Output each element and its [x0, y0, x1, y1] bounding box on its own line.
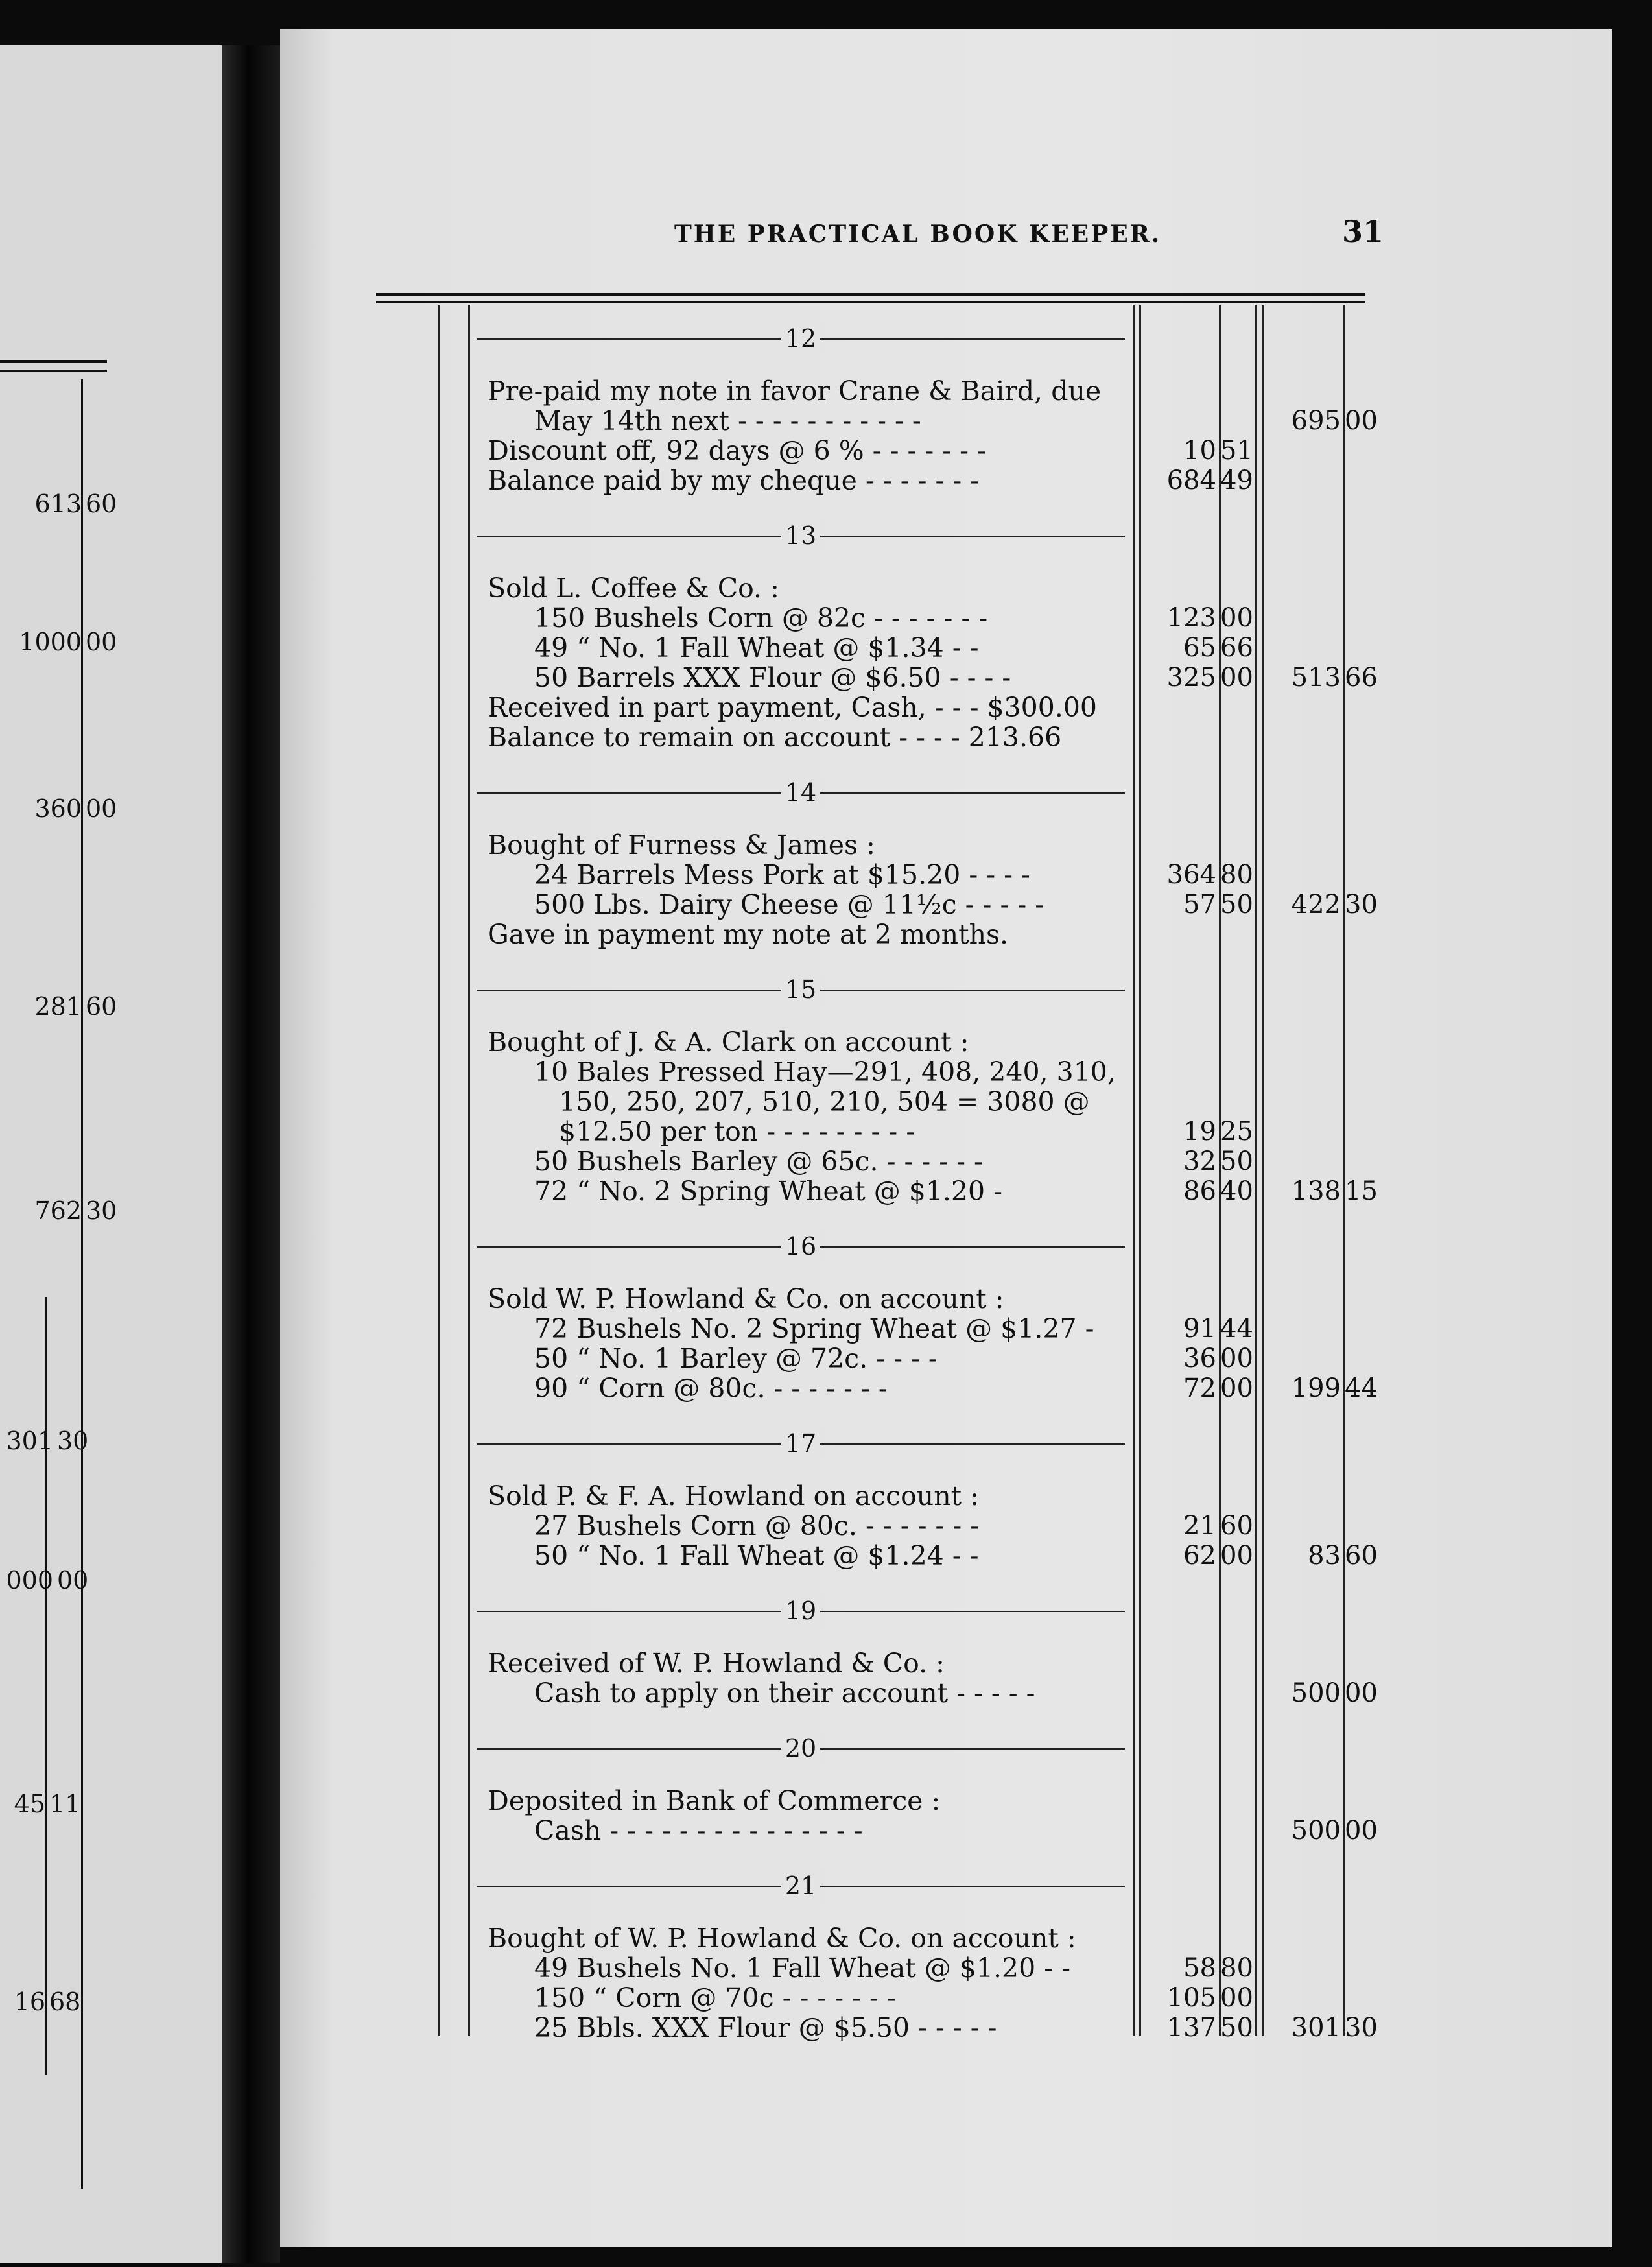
amount-dollars: 301: [6, 1427, 53, 1455]
amount-dollars: 281: [34, 992, 82, 1021]
entry-line: Cash to apply on their account - - - - -: [534, 1678, 1035, 1709]
date-separator: [477, 324, 1125, 353]
item-dollars: 65: [1183, 633, 1216, 663]
text-column-right-line: [1133, 305, 1135, 2036]
item-dollars: 364: [1166, 860, 1216, 890]
item-dollars: 72: [1183, 1373, 1216, 1403]
item-column-right-line: [1255, 305, 1257, 2036]
entry-line: 50 “ No. 1 Fall Wheat @ $1.24 - -: [534, 1540, 979, 1571]
total-dollars: 199: [1291, 1373, 1341, 1403]
amount-cents: 30: [57, 1427, 89, 1455]
item-column-right-line-double: [1262, 305, 1264, 2036]
previous-page-fragment: [0, 45, 222, 2263]
item-cents: 66: [1220, 633, 1253, 663]
left-page-top-rule: [0, 360, 107, 363]
entry-line: 10 Bales Pressed Hay—291, 408, 240, 310,: [534, 1056, 1116, 1087]
item-dollars: 21: [1183, 1511, 1216, 1541]
amount-dollars: 762: [34, 1196, 82, 1225]
entry-line: 500 Lbs. Dairy Cheese @ 11½c - - - - -: [534, 889, 1044, 920]
total-dollars: 500: [1291, 1678, 1341, 1708]
amount-cents: 68: [49, 1988, 81, 2016]
amount-dollars: 000: [6, 1566, 53, 1595]
amount-dollars: 16: [14, 1988, 45, 2016]
header-double-rule-top: [376, 293, 1365, 296]
total-cents: 44: [1345, 1373, 1378, 1403]
entry-line: Balance to remain on account - - - - 213.66: [488, 722, 1062, 753]
entry-line: 150, 250, 207, 510, 210, 504 = 3080 @: [559, 1086, 1090, 1117]
amount-dollars: 613: [34, 490, 82, 518]
total-cents: 00: [1345, 1678, 1378, 1708]
book-spine: [222, 45, 280, 2263]
entry-line: $12.50 per ton - - - - - - - - -: [559, 1116, 915, 1147]
entry-date: 13: [781, 521, 820, 550]
entry-line: 50 “ No. 1 Barley @ 72c. - - - -: [534, 1343, 938, 1374]
item-dollars: 36: [1183, 1344, 1216, 1373]
date-column-line: [468, 305, 470, 2036]
left-page-top-rule-thin: [0, 370, 107, 372]
total-dollars: 500: [1291, 1816, 1341, 1846]
date-separator: [477, 521, 1125, 550]
item-dollars: 58: [1183, 1953, 1216, 1983]
amount-cents: 60: [86, 490, 117, 518]
text-column-right-line-double: [1139, 305, 1141, 2036]
total-cents: 30: [1345, 890, 1378, 920]
total-cents: 00: [1345, 406, 1378, 436]
item-dollars: 10: [1183, 436, 1216, 466]
total-cents: 15: [1345, 1176, 1378, 1206]
item-cents: 50: [1220, 890, 1253, 920]
total-dollars: 695: [1291, 406, 1341, 436]
entry-date: 12: [781, 324, 820, 353]
entry-line: May 14th next - - - - - - - - - - -: [534, 405, 921, 436]
entry-line: 72 “ No. 2 Spring Wheat @ $1.20 -: [534, 1176, 1003, 1207]
item-cents: 50: [1220, 1146, 1253, 1176]
date-separator: [477, 1734, 1125, 1763]
entry-line: Pre-paid my note in favor Crane & Baird, due: [488, 375, 1102, 407]
entry-date: 15: [781, 975, 820, 1004]
entry-date: 16: [781, 1232, 820, 1261]
date-separator: [477, 1596, 1125, 1625]
item-cents: 00: [1220, 1373, 1253, 1403]
entry-date: 20: [781, 1734, 820, 1763]
total-dollars: 513: [1291, 663, 1341, 693]
entry-line: 24 Barrels Mess Pork at $15.20 - - - -: [534, 859, 1030, 890]
amount-cents: 00: [57, 1566, 89, 1595]
item-dollars: 32: [1183, 1146, 1216, 1176]
total-dollars: 83: [1308, 1541, 1341, 1571]
item-dollars: 91: [1183, 1314, 1216, 1344]
amount-dollars: 1000: [19, 628, 82, 656]
entry-line: 72 Bushels No. 2 Spring Wheat @ $1.27 -: [534, 1313, 1094, 1344]
item-dollars: 684: [1166, 466, 1216, 495]
entry-line: 49 Bushels No. 1 Fall Wheat @ $1.20 - -: [534, 1952, 1070, 1984]
item-dollars: 105: [1166, 1983, 1216, 2013]
ledger-page: [280, 29, 1612, 2247]
item-dollars: 62: [1183, 1541, 1216, 1571]
item-cents: 40: [1220, 1176, 1253, 1206]
entry-line: Bought of J. & A. Clark on account :: [488, 1027, 969, 1058]
total-cents: 60: [1345, 1541, 1378, 1571]
entry-line: 27 Bushels Corn @ 80c. - - - - - - -: [534, 1510, 980, 1541]
amount-dollars: 360: [34, 794, 82, 823]
entry-date: 21: [781, 1871, 820, 1900]
item-dollars: 325: [1166, 663, 1216, 693]
entry-line: Sold L. Coffee & Co. :: [488, 573, 779, 604]
amount-cents: 30: [86, 1196, 117, 1225]
running-title: THE PRACTICAL BOOK KEEPER.: [674, 220, 1162, 248]
amount-cents: 00: [86, 794, 117, 823]
total-dollars: 422: [1291, 890, 1341, 920]
entry-line: 90 “ Corn @ 80c. - - - - - - -: [534, 1373, 888, 1404]
item-cents: 25: [1220, 1117, 1253, 1146]
total-cents-line: [1343, 305, 1345, 2036]
margin-line: [438, 305, 440, 2036]
item-cents: 60: [1220, 1511, 1253, 1541]
entry-line: 25 Bbls. XXX Flour @ $5.50 - - - - -: [534, 2012, 997, 2043]
entry-line: Sold P. & F. A. Howland on account :: [488, 1480, 979, 1512]
total-dollars: 138: [1291, 1176, 1341, 1206]
item-cents: 00: [1220, 1541, 1253, 1571]
entry-line: Balance paid by my cheque - - - - - - -: [488, 465, 980, 496]
item-dollars: 19: [1183, 1117, 1216, 1146]
entry-line: Cash - - - - - - - - - - - - - - -: [534, 1815, 863, 1846]
entry-line: 49 “ No. 1 Fall Wheat @ $1.34 - -: [534, 632, 979, 663]
item-dollars: 123: [1166, 603, 1216, 633]
entry-line: Discount off, 92 days @ 6 % - - - - - - -: [488, 435, 986, 466]
item-dollars: 137: [1166, 2013, 1216, 2043]
entry-line: 50 Bushels Barley @ 65c. - - - - - -: [534, 1146, 983, 1177]
amount-dollars: 45: [14, 1790, 45, 1818]
item-cents: 00: [1220, 663, 1253, 693]
date-separator: [477, 778, 1125, 807]
item-cents: 50: [1220, 2013, 1253, 2043]
amount-cents: 11: [49, 1790, 81, 1818]
item-cents: 49: [1220, 466, 1253, 495]
entry-date: 19: [781, 1596, 820, 1625]
date-separator: [477, 1871, 1125, 1900]
amount-cents: 60: [86, 992, 117, 1021]
left-page-column-line-lower: [45, 1297, 47, 2075]
item-dollars: 86: [1183, 1176, 1216, 1206]
entry-line: Received of W. P. Howland & Co. :: [488, 1648, 945, 1679]
entry-line: Bought of W. P. Howland & Co. on account :: [488, 1923, 1076, 1954]
entry-line: 50 Barrels XXX Flour @ $6.50 - - - -: [534, 662, 1011, 693]
entry-line: Sold W. P. Howland & Co. on account :: [488, 1283, 1004, 1314]
entry-date: 14: [781, 778, 820, 807]
total-cents: 66: [1345, 663, 1378, 693]
entry-line: Bought of Furness & James :: [488, 829, 875, 861]
item-cents: 00: [1220, 603, 1253, 633]
total-cents: 00: [1345, 1816, 1378, 1846]
item-cents: 00: [1220, 1344, 1253, 1373]
item-cents: 00: [1220, 1983, 1253, 2013]
entry-line: 150 Bushels Corn @ 82c - - - - - - -: [534, 602, 988, 634]
entry-line: Received in part payment, Cash, - - - $300.00: [488, 692, 1097, 723]
item-cents: 44: [1220, 1314, 1253, 1344]
entry-line: Gave in payment my note at 2 months.: [488, 919, 1009, 950]
amount-cents: 00: [86, 628, 117, 656]
date-separator: [477, 1232, 1125, 1261]
header-double-rule-bottom: [376, 301, 1365, 303]
date-separator: [477, 1429, 1125, 1458]
scan-margin: [1612, 29, 1652, 2267]
page-number: 31: [1342, 214, 1384, 249]
entry-line: 150 “ Corn @ 70c - - - - - - -: [534, 1982, 896, 2013]
total-dollars: 301: [1291, 2013, 1341, 2043]
item-cents: 80: [1220, 860, 1253, 890]
item-dollars: 57: [1183, 890, 1216, 920]
date-separator: [477, 975, 1125, 1004]
item-cents: 80: [1220, 1953, 1253, 1983]
entry-date: 17: [781, 1429, 820, 1458]
entry-line: Deposited in Bank of Commerce :: [488, 1785, 941, 1816]
total-cents: 30: [1345, 2013, 1378, 2043]
item-cents: 51: [1220, 436, 1253, 466]
